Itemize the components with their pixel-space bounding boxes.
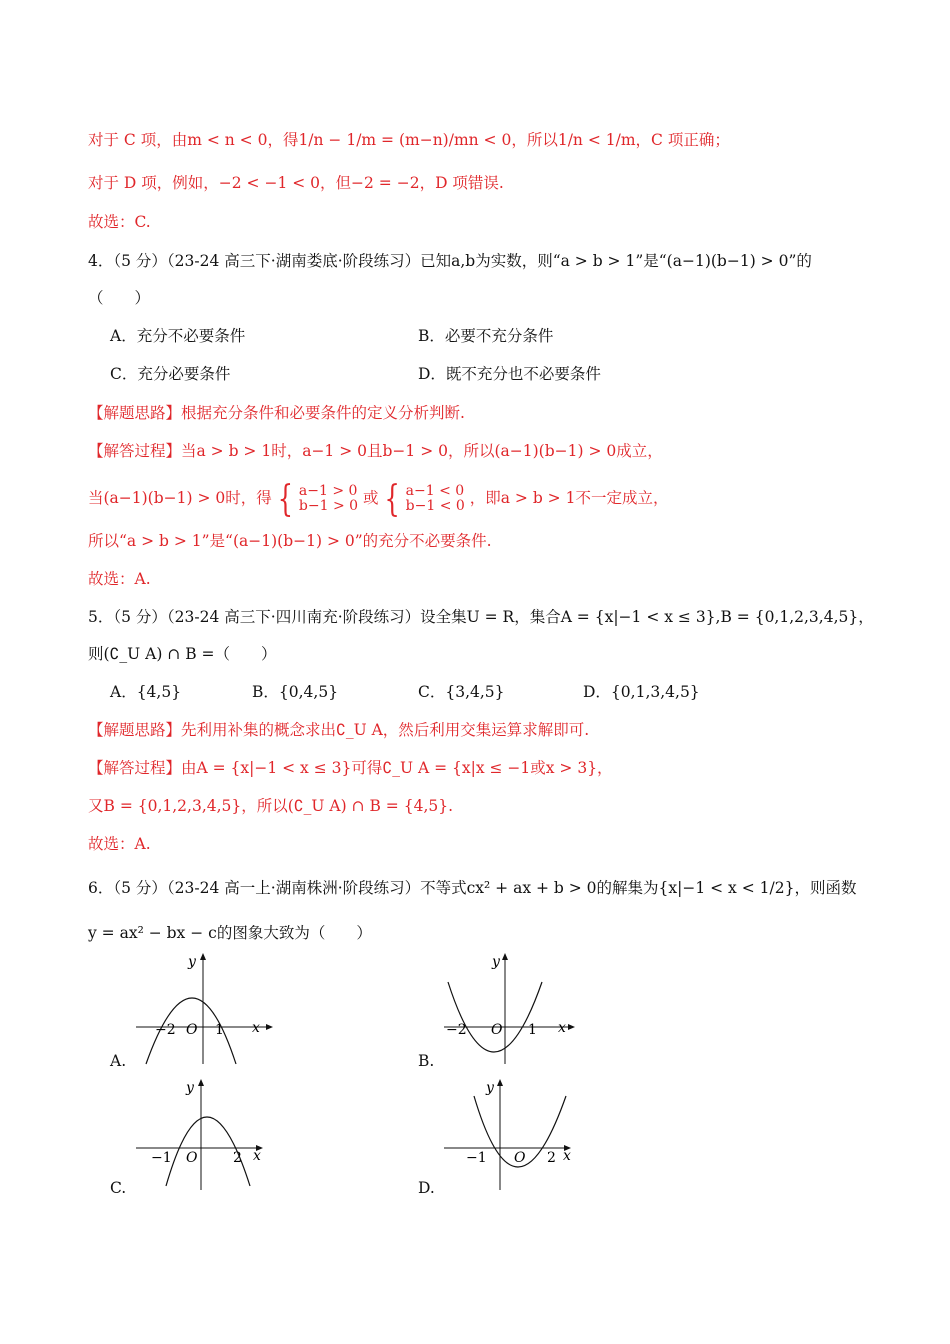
q4-or: 或 [363, 489, 379, 507]
q4-process-2-pre: 当(a−1)(b−1) > 0时，得 [88, 489, 272, 507]
graph-a-origin: O [186, 1022, 198, 1038]
q5-option-d: D．{0,1,3,4,5} [583, 683, 700, 701]
graph-c-x-label: x [253, 1148, 261, 1164]
q4-option-b: B．必要不充分条件 [418, 327, 554, 345]
graph-d-origin: O [514, 1150, 526, 1166]
q4-stem: 4．（5 分）（23-24 高三下·湖南娄底·阶段练习）已知a,b为实数，则“a > b > 1”是“(a−1)(b−1) > 0”的 [88, 252, 812, 270]
q5-option-c: C．{3,4,5} [418, 683, 505, 701]
graph-d-left-root: −1 [466, 1150, 487, 1166]
graph-b-y-label: y [492, 954, 500, 970]
graph-d-y-label: y [486, 1080, 494, 1096]
graph-d-x-label: x [563, 1148, 571, 1164]
graph-b-origin: O [491, 1022, 503, 1038]
q4-system-1: a−1 > 0 b−1 > 0 [298, 483, 359, 514]
q4-option-c: C．充分必要条件 [110, 365, 231, 383]
q4-process-2-post: ，即a > b > 1不一定成立， [469, 489, 669, 507]
q4-option-a: A．充分不必要条件 [110, 327, 246, 345]
q4-paren: （ ） [88, 289, 151, 307]
prev-answer: 故选：C. [88, 213, 151, 231]
q4-system-2: a−1 < 0 b−1 < 0 [405, 483, 465, 514]
q5-process-2: 又B = {0,1,2,3,4,5}，所以(∁_U A) ∩ B = {4,5}. [88, 797, 454, 815]
q5-idea: 【解题思路】先利用补集的概念求出∁_U A，然后利用交集运算求解即可. [88, 721, 590, 739]
graph-d-right-root: 2 [547, 1150, 556, 1166]
q5-stem: 5．（5 分）（23-24 高三下·四川南充·阶段练习）设全集U = R，集合A = {x|−1 < x ≤ 3},B = {0,1,2,3,4,5}， [88, 608, 874, 626]
q5-answer: 故选：A. [88, 835, 151, 853]
graph-a [128, 952, 273, 1067]
graph-a-label: A. [110, 1052, 127, 1070]
graph-b-x-label: x [558, 1020, 566, 1036]
q5-option-a: A．{4,5} [110, 683, 182, 701]
graph-a-x-label: x [252, 1020, 260, 1036]
prev-solution-line-c: 对于 C 项，由m < n < 0，得1/n − 1/m = (m−n)/mn < 0，所以1/n < 1/m，C 项正确； [88, 131, 730, 149]
q4-process-3: 所以“a > b > 1”是“(a−1)(b−1) > 0”的充分不必要条件. [88, 532, 492, 550]
graph-b-label: B. [418, 1052, 435, 1070]
graph-b [436, 952, 581, 1067]
graph-d [436, 1078, 581, 1193]
q5-option-b: B．{0,4,5} [252, 683, 339, 701]
q5-process-1: 【解答过程】由A = {x|−1 < x ≤ 3}可得∁_U A = {x|x ≤ −1或x > 3}， [88, 759, 613, 777]
graph-b-left-root: −2 [446, 1022, 467, 1038]
brace-icon: { [277, 478, 293, 520]
q4-process-1: 【解答过程】当a > b > 1时，a−1 > 0且b−1 > 0，所以(a−1)(b−1) > 0成立， [88, 442, 663, 460]
graph-c-origin: O [186, 1150, 198, 1166]
graph-c-right-root: 2 [233, 1150, 242, 1166]
q4-option-d: D．既不充分也不必要条件 [418, 365, 601, 383]
graph-c-y-label: y [186, 1080, 194, 1096]
graph-c [128, 1078, 273, 1193]
prev-solution-line-d: 对于 D 项，例如，−2 < −1 < 0，但−2 = −2，D 项错误. [88, 174, 504, 192]
q6-stem-2: y = ax² − bx − c的图象大致为（ ） [88, 924, 372, 942]
q4-answer: 故选：A. [88, 570, 151, 588]
graph-c-left-root: −1 [151, 1150, 172, 1166]
graph-c-label: C. [110, 1179, 127, 1197]
graph-b-right-root: 1 [528, 1022, 537, 1038]
graph-a-y-label: y [188, 954, 196, 970]
q6-stem: 6．（5 分）（23-24 高一上·湖南株洲·阶段练习）不等式cx² + ax + b > 0的解集为{x|−1 < x < 1/2}，则函数 [88, 879, 857, 897]
graph-a-left-root: −2 [155, 1022, 176, 1038]
graph-d-label: D. [418, 1179, 435, 1197]
q4-idea: 【解题思路】根据充分条件和必要条件的定义分析判断. [88, 404, 465, 422]
brace-icon: { [384, 478, 400, 520]
q5-stem-2: 则(∁_U A) ∩ B =（ ） [88, 645, 277, 663]
q4-process-2 [88, 478, 669, 520]
graph-a-right-root: 1 [215, 1022, 224, 1038]
